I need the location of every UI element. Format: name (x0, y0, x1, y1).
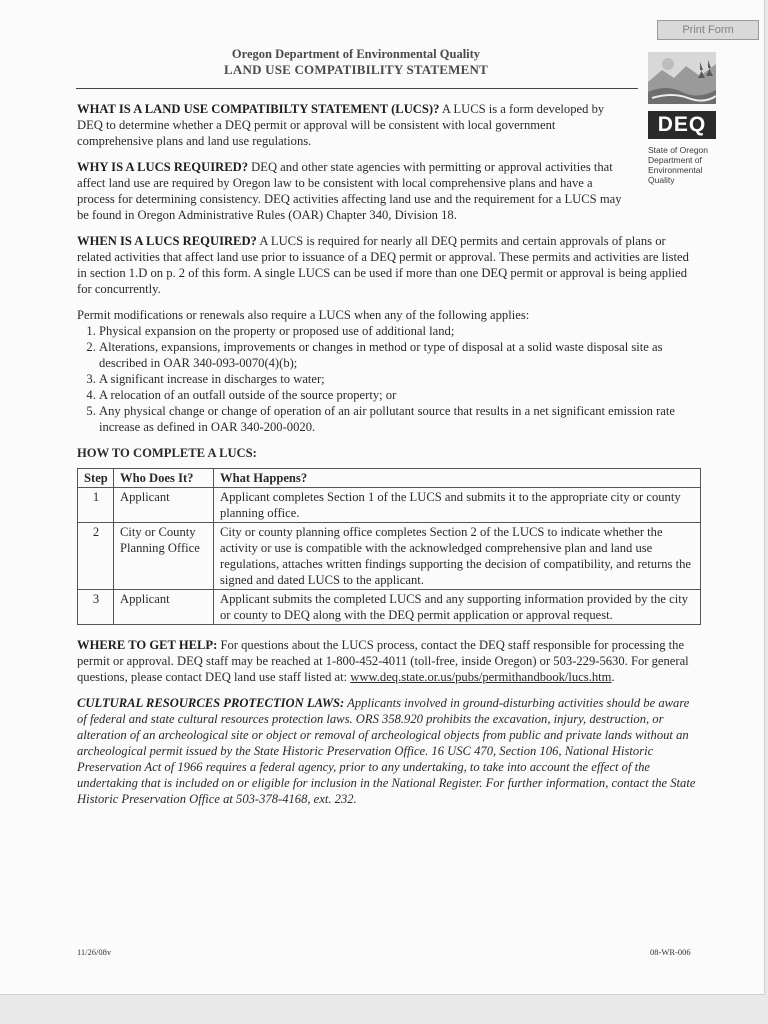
modifications-list (77, 323, 697, 435)
step-who: Applicant (114, 590, 214, 625)
table-row (78, 488, 701, 523)
section-help-heading: WHERE TO GET HELP: (77, 638, 218, 652)
section-why-heading: WHY IS A LUCS REQUIRED? (77, 160, 248, 174)
step-number: 3 (78, 590, 114, 625)
lucs-link[interactable]: www.deq.state.or.us/pubs/permithandbook/lucs.htm (350, 670, 612, 684)
list-item: 4. A relocation of an outfall outside of the source property; or (99, 387, 697, 403)
table-row (78, 523, 701, 590)
logo-line: Quality (648, 175, 675, 185)
section-cultural (77, 695, 697, 807)
step-who: City or County Planning Office (114, 523, 214, 590)
deq-badge: DEQ (648, 111, 716, 139)
table-header-row (78, 469, 701, 488)
landscape-logo-icon (648, 52, 716, 104)
modifications-intro: Permit modifications or renewals also require a LUCS when any of the following applies: (77, 308, 530, 322)
table-row (78, 590, 701, 625)
section-cultural-heading: CULTURAL RESOURCES PROTECTION LAWS: (77, 696, 345, 710)
page-header (76, 46, 636, 78)
section-what (77, 101, 632, 149)
section-when-heading: WHEN IS A LUCS REQUIRED? (77, 234, 257, 248)
page-title: LAND USE COMPATIBILITY STATEMENT (224, 62, 488, 77)
section-help-text: For questions about the LUCS process, contact the DEQ staff responsible for processing the permit or approval. DEQ staff may be reached at 1-800-452-4011 (toll-free, inside Oregon) or 503-229-5630. For general questions, please contact DEQ land use staff listed at: (77, 638, 689, 684)
agency-name: Oregon Department of Environmental Quality (231, 47, 481, 61)
section-what-text: A LUCS is a form developed by DEQ to determine whether a DEQ permit or approval will be consistent with local government comprehensive plans and land use regulations. (77, 102, 605, 148)
section-what-heading: WHAT IS A LAND USE COMPATIBILTY STATEMENT (LUCS)? (77, 102, 440, 116)
list-item: 3. A significant increase in discharges to water; (99, 371, 697, 387)
logo-line: Environmental (648, 165, 703, 175)
header-divider (76, 88, 638, 89)
section-help (77, 637, 697, 685)
column-header: Step (78, 469, 114, 488)
logo-line: State of Oregon (648, 145, 709, 155)
step-number: 1 (78, 488, 114, 523)
section-cultural-text: Applicants involved in ground-disturbing activities should be aware of federal and state cultural resources protection laws. ORS 358.920 prohibits the excavation, injury, destruction, or alteration of an archeological site or object or removal of archeological objects from public and private lands without an archeological permit issued by the State Historic Preservation Office. 16 USC 470, Section 106, National Historic Preservation Act of 1966 requires a federal agency, prior to any undertaking, to take into account the effect of the undertaking that is included on or eligible for inclusion in the National Register. For further information, contact the State Historic Preservation Office at 503-378-4168, ext. 232. (77, 696, 696, 806)
section-when (77, 233, 697, 297)
step-what: Applicant submits the completed LUCS and any supporting information provided by the city or county to DEQ along with the DEQ permit application or approval request. (214, 590, 701, 625)
list-item: 1. Physical expansion on the property or proposed use of additional land; (99, 323, 697, 339)
how-heading: HOW TO COMPLETE A LUCS: (77, 446, 257, 460)
document-body (77, 101, 697, 817)
footer-date: 11/26/08v (77, 947, 112, 957)
steps-table (77, 468, 701, 625)
column-header: Who Does It? (114, 469, 214, 488)
logo-line: Department of (648, 155, 702, 165)
footer-form-id: 08-WR-006 (650, 947, 691, 957)
section-why (77, 159, 632, 223)
column-header: What Happens? (214, 469, 701, 488)
list-item: 5. Any physical change or change of operation of an air pollutant source that results in a net significant emission rate increase as defined in OAR 340-200-0020. (99, 403, 697, 435)
print-form-button[interactable]: Print Form (657, 20, 759, 40)
step-number: 2 (78, 523, 114, 590)
step-what: City or county planning office completes Section 2 of the LUCS to indicate whether the activity or use is compatible with the acknowledged comprehensive plan and land use regulations, attaches written findings supporting the decision of compatibility, and returns the signed and dated LUCS to the applicant. (214, 523, 701, 590)
section-why-text: DEQ and other state agencies with permitting or approval activities that affect land use are required by Oregon law to be consistent with local comprehensive plans and have a process for determining consistency. DEQ activities affecting land use and the requirement for a LUCS may be found in Oregon Administrative Rules (OAR) Chapter 340, Division 18. (77, 160, 622, 222)
step-who: Applicant (114, 488, 214, 523)
section-when-text: A LUCS is required for nearly all DEQ permits and certain approvals of plans or related activities that affect land use prior to issuance of a DEQ permit or approval. These permits and activities are listed in section 1.D on p. 2 of this form. A single LUCS can be used if more than one DEQ permit or approval is being applied for concurrently. (77, 234, 689, 296)
link-suffix: . (611, 670, 615, 684)
list-item: 2. Alterations, expansions, improvements or changes in method or type of disposal at a solid waste disposal site as described in OAR 340-093-0070(4)(b); (99, 339, 697, 371)
step-what: Applicant completes Section 1 of the LUCS and submits it to the appropriate city or county planning office. (214, 488, 701, 523)
section-modifications (77, 307, 697, 435)
